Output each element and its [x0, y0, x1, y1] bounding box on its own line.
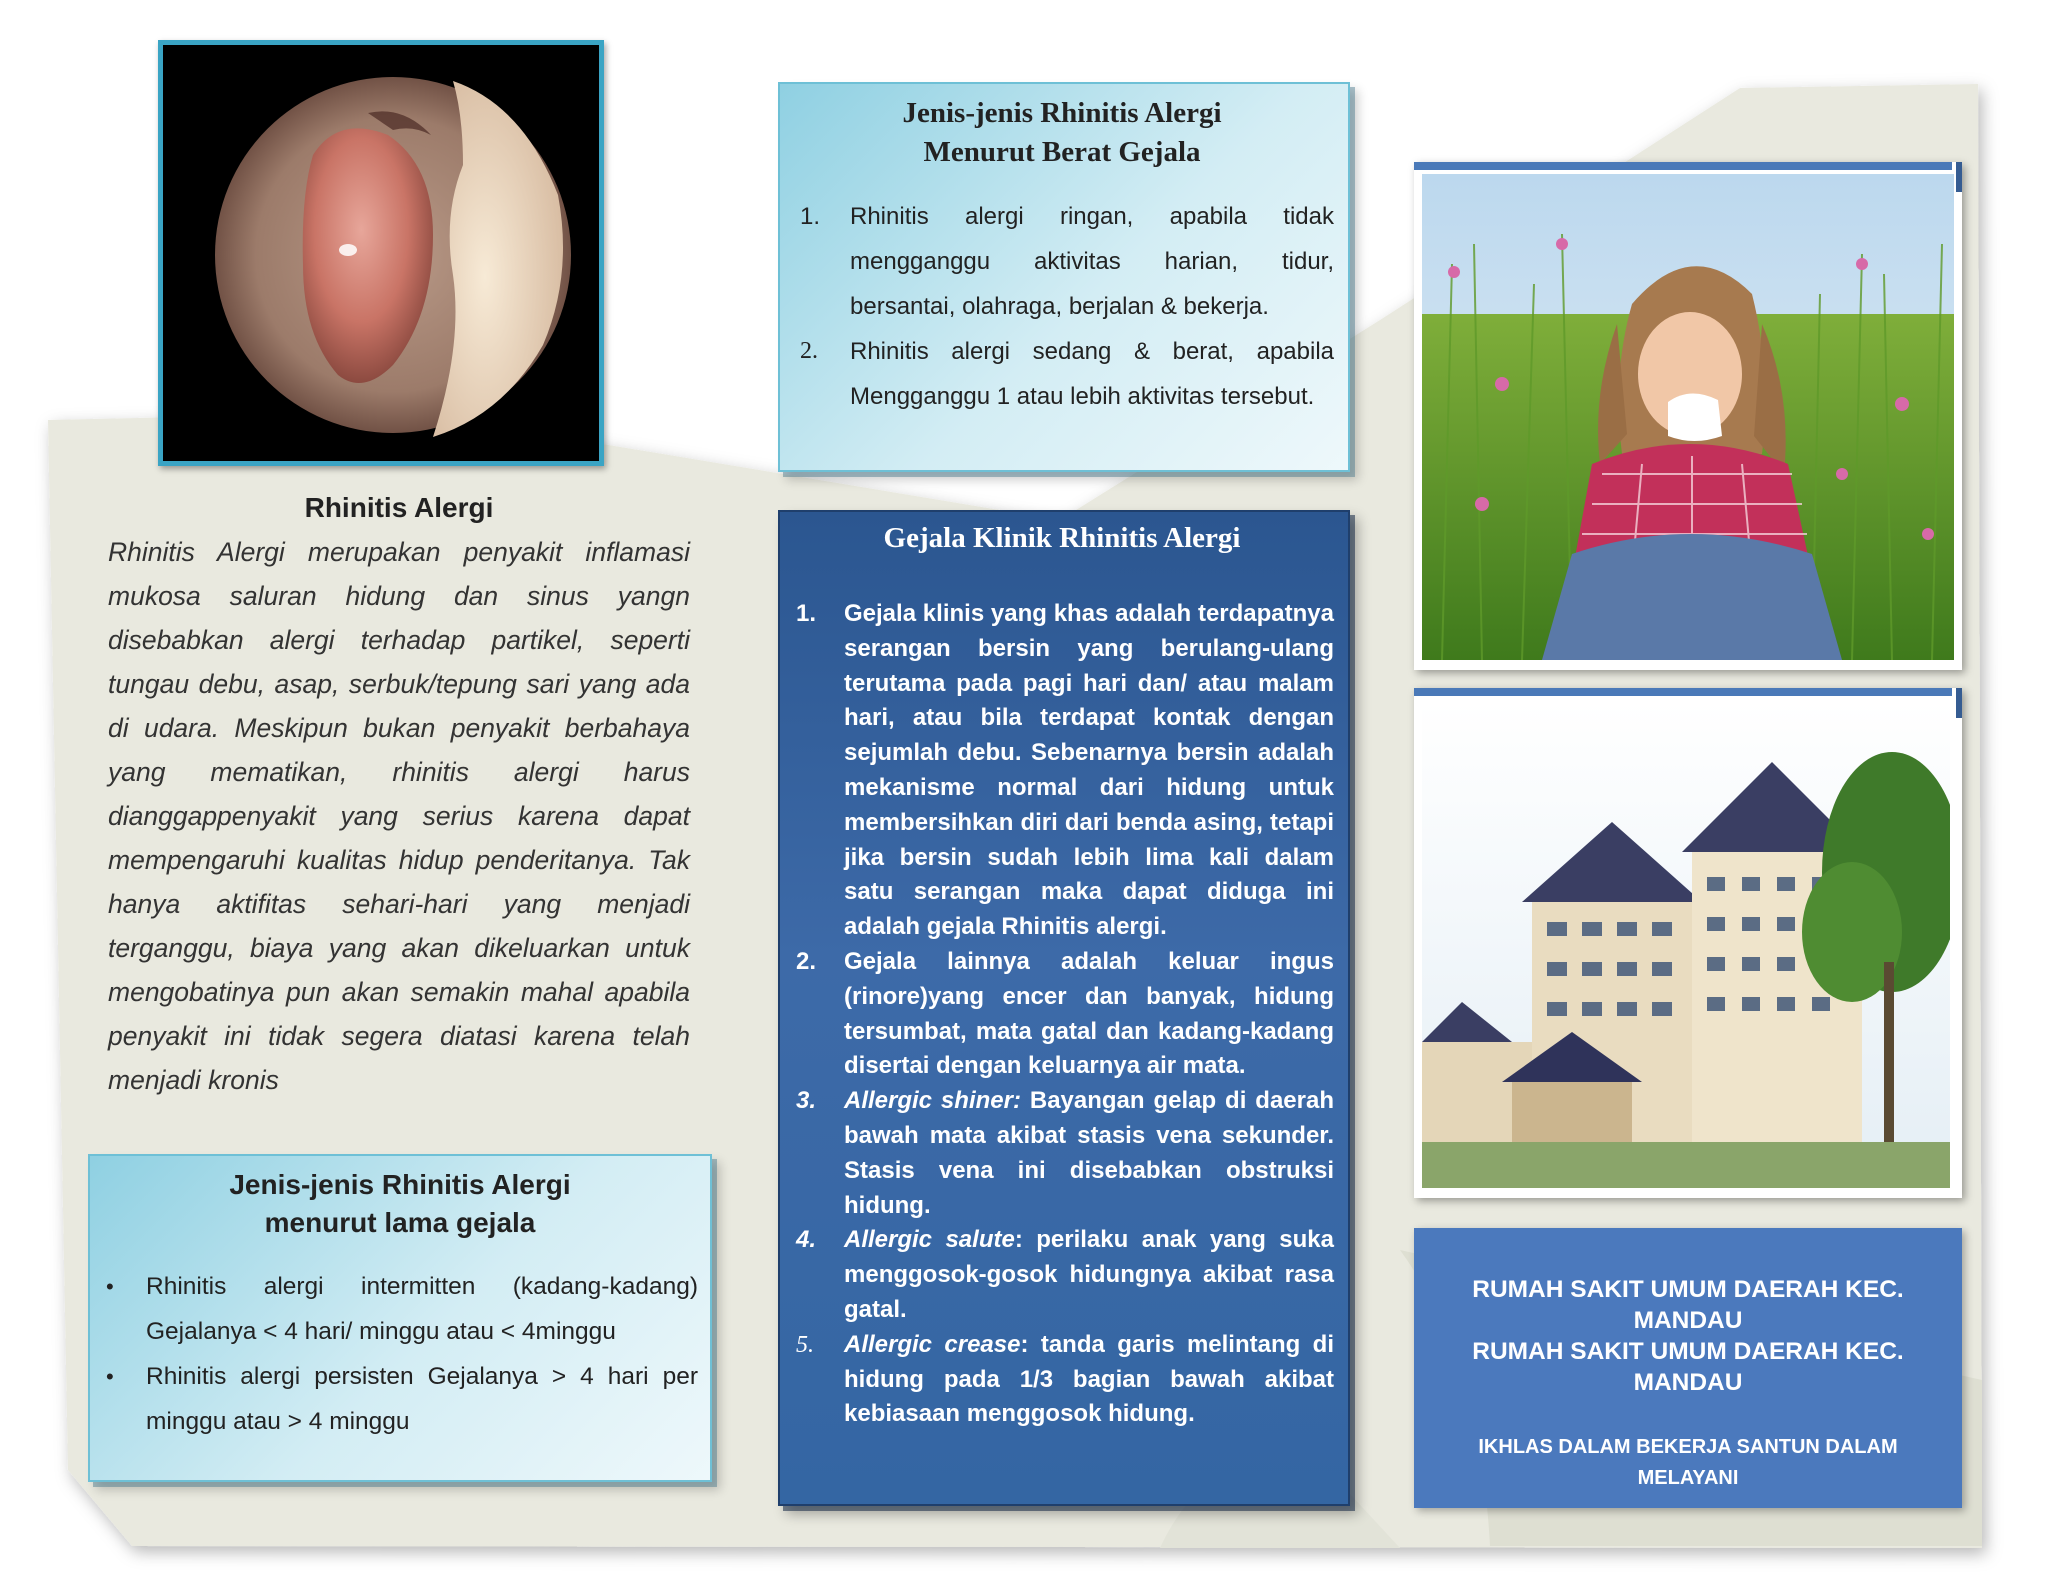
frame-accent-bar	[1414, 162, 1952, 170]
hospital-motto: IKHLAS DALAM BEKERJA SANTUN DALAM MELAYANI	[1478, 1436, 1898, 1484]
list-item-text: Gejala klinis yang khas adalah terdapatnya serangan bersin yang berulang-ulang terutama pada pagi hari dan/ atau malam hari, atau bila terdapat kontak dengan sejumlah debu. Sebenarnya bersin adalah mekanisme normal dari hidung untuk membersihkan diri dari benda asing, tetapi jika bersin sudah lebih lima kali dalam satu serangan maka dapat diduga ini adalah gejala Rhinitis alergi.	[844, 600, 1334, 941]
bullet-marker: •	[106, 1364, 114, 1389]
list-item	[790, 1223, 1334, 1327]
list-item-text: Gejala lainnya adalah keluar ingus (rinore)yang encer dan banyak, hidung tersumbat, mata gatal dan kadang-kadang disertai dengan keluarnya air mata.	[844, 947, 1334, 1080]
duration-list	[102, 1264, 698, 1444]
intro-title: Rhinitis Alergi	[304, 492, 494, 523]
intro-section	[108, 492, 690, 1102]
clinical-box-title: Gejala Klinik Rhinitis Alergi	[883, 522, 1241, 554]
severity-list	[790, 194, 1334, 419]
hospital-names	[1414, 1274, 1962, 1398]
duration-title-line1: Jenis-jenis Rhinitis Alergi	[229, 1169, 571, 1200]
frame-accent-corner	[1956, 162, 1962, 192]
list-marker: 2.	[800, 338, 818, 365]
nasal-endoscopy-image	[158, 40, 604, 466]
frame-accent-bar	[1414, 688, 1952, 696]
hospital-info-card	[1414, 1228, 1962, 1508]
list-item	[102, 1264, 698, 1354]
list-item-term: Allergic crease	[844, 1330, 1021, 1358]
list-item	[102, 1354, 698, 1444]
list-item-text: Rhinitis alergi sedang & berat, apabila Mengganggu 1 atau lebih aktivitas tersebut.	[850, 338, 1334, 411]
list-marker: 3.	[796, 1087, 817, 1115]
list-item-text: Rhinitis alergi ringan, apabila tidak mengganggu aktivitas harian, tidur, bersantai, olahraga, berjalan & bekerja.	[850, 203, 1334, 321]
motto-clip	[1438, 1432, 1938, 1484]
list-item	[790, 1084, 1334, 1223]
clinical-list	[790, 597, 1334, 1432]
hospital-name-1: RUMAH SAKIT UMUM DAERAH KEC. MANDAU	[1472, 1276, 1904, 1334]
duration-types-box	[88, 1154, 712, 1482]
bullet-marker: •	[106, 1274, 114, 1299]
list-item-text: Rhinitis alergi intermitten (kadang-kadang) Gejalanya < 4 hari/ minggu atau < 4minggu	[146, 1273, 698, 1345]
list-marker: 1.	[796, 600, 817, 627]
list-marker: 2.	[796, 947, 817, 975]
duration-title-line2: menurut lama gejala	[264, 1207, 536, 1238]
list-item	[790, 1328, 1334, 1432]
list-item-text: : perilaku anak yang suka menggosok-gosok hidungnya akibat rasa gatal.	[844, 1226, 1335, 1323]
list-item-text: Rhinitis alergi persisten Gejalanya > 4 hari per minggu atau > 4 minggu	[146, 1363, 698, 1435]
list-item	[790, 329, 1334, 419]
list-item-text: : tanda garis melintang di hidung pada 1/3 bagian bawah akibat kebiasaan menggosok hidung.	[844, 1330, 1334, 1428]
duration-box-title	[102, 1166, 698, 1242]
list-item	[790, 194, 1334, 329]
list-item-term: Allergic shiner:	[844, 1087, 1021, 1115]
sneezing-girl-photo	[1414, 162, 1962, 670]
severity-title-line2: Menurut Berat Gejala	[923, 136, 1201, 169]
severity-title-line1: Jenis-jenis Rhinitis Alergi	[902, 97, 1222, 129]
list-marker: 1.	[800, 203, 821, 231]
severity-box-title	[790, 94, 1334, 172]
frame-accent-corner	[1956, 688, 1962, 718]
list-item	[790, 597, 1334, 945]
list-marker: 5.	[796, 1331, 814, 1358]
intro-body: Rhinitis Alergi merupakan penyakit inflamasi mukosa saluran hidung dan sinus yangn disebabkan alergi terhadap partikel, seperti tungau debu, asap, serbuk/tepung sari yang ada di udara. Meskipun bukan penyakit berbahaya yang mematikan, rhinitis alergi harus dianggappenyakit yang serius karena dapat mempengaruhi kualitas hidup penderitanya. Tak hanya aktifitas sehari-hari yang menjadi terganggu, biaya yang akan dikeluarkan untuk mengobatinya pun akan semakin mahal apabila penyakit ini tidak segera diatasi karena telah menjadi kronis	[108, 537, 690, 1095]
list-item-text: Bayangan gelap di daerah bawah mata akibat stasis vena sekunder. Stasis vena ini disebabkan obstruksi hidung.	[844, 1087, 1334, 1219]
hospital-name-2: RUMAH SAKIT UMUM DAERAH KEC. MANDAU	[1472, 1338, 1904, 1396]
hospital-building-photo	[1414, 688, 1962, 1198]
list-item	[790, 945, 1334, 1084]
list-item-term: Allergic salute	[844, 1226, 1015, 1254]
list-marker: 4.	[796, 1226, 817, 1254]
severity-types-box	[778, 82, 1350, 472]
clinical-symptoms-box	[778, 510, 1350, 1506]
